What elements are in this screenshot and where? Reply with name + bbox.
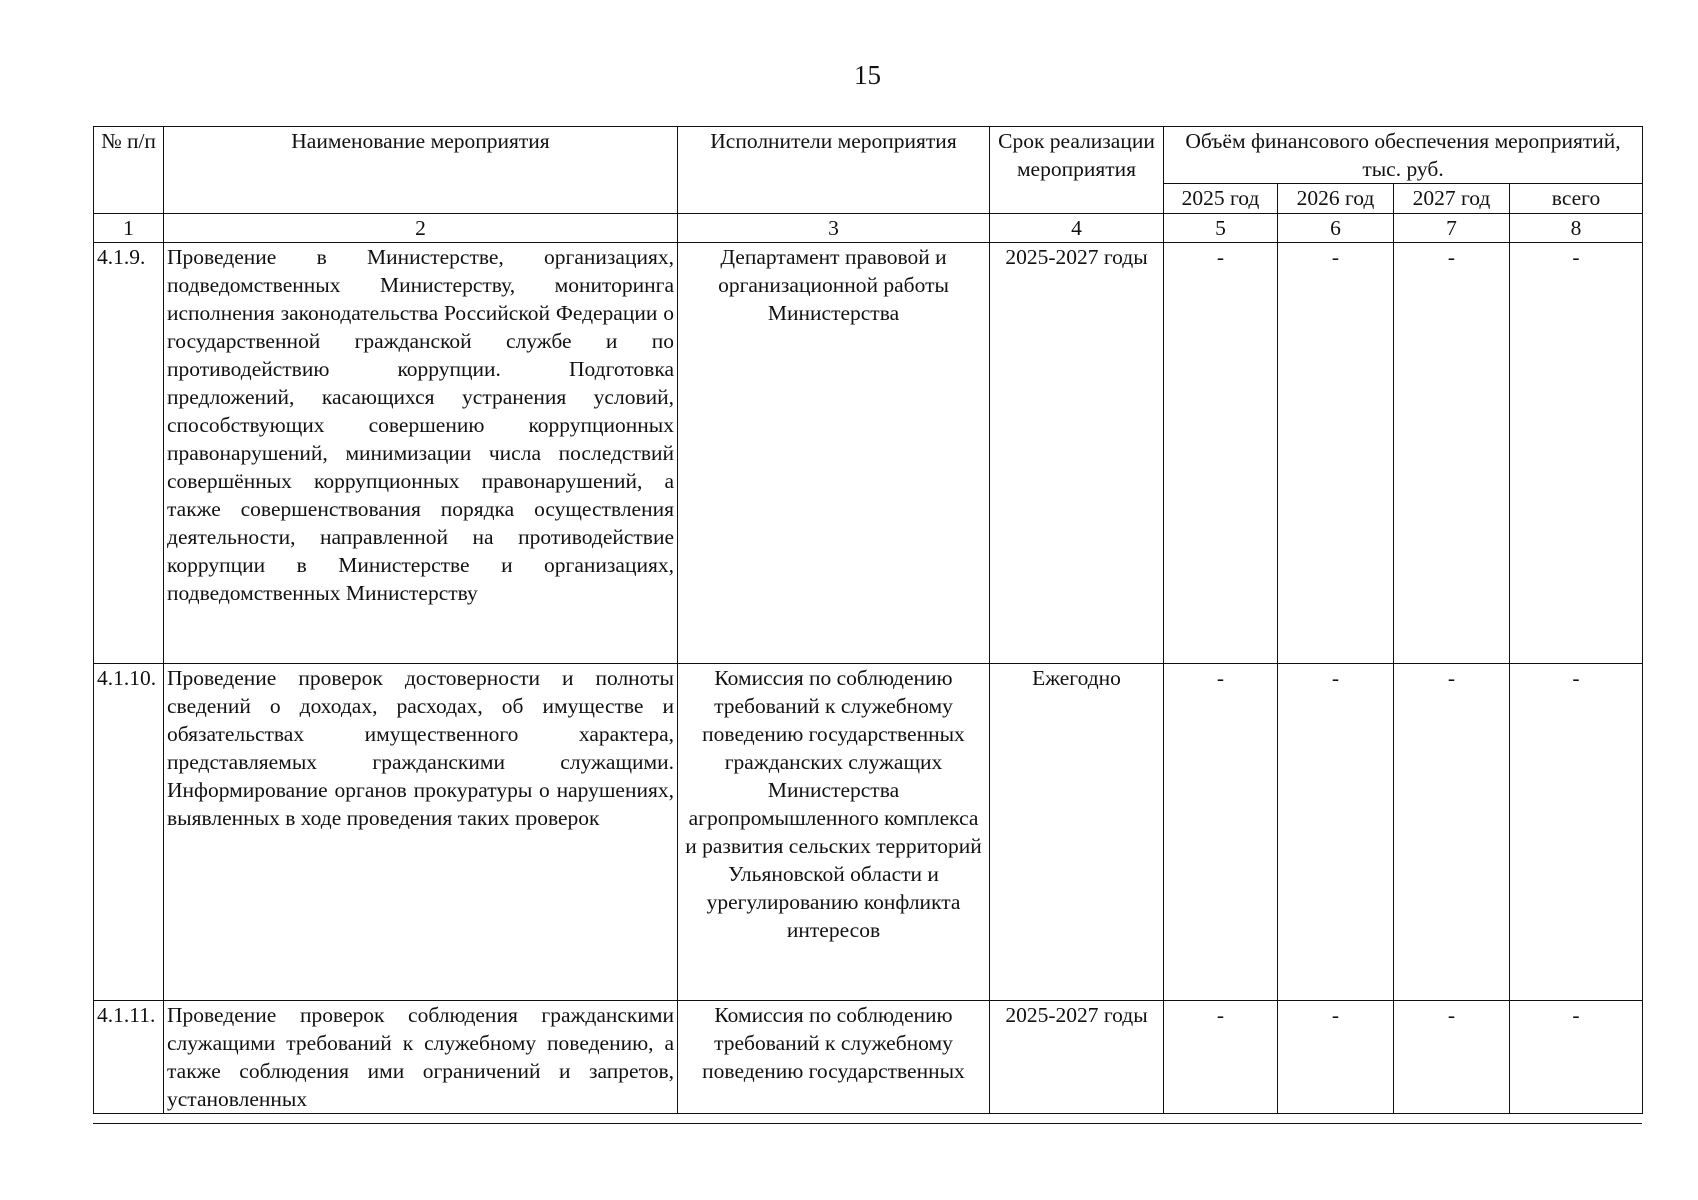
measures-table [93,126,1643,1114]
header-executors: Исполнители мероприятия [678,127,990,214]
row-name: Проведение проверок соблюдения гражданскими служащими требований к служебному поведению, а также соблюдения ими ограничений и запретов, установленных [164,1001,678,1114]
page-number: 15 [854,60,881,90]
column-number: 5 [1164,214,1278,243]
row-executors: Комиссия по соблюдению требований к служебному поведению государственных гражданских служащих Министерства агропромышленного комплекса и развития сельских территорий Ульяновской области и урегулированию конфликта интересов [678,664,990,1001]
row-amount-2027: - [1394,1001,1510,1114]
table-row [94,664,1643,1001]
column-number: 4 [990,214,1164,243]
row-amount-2027: - [1394,664,1510,1001]
row-name: Проведение проверок достоверности и полноты сведений о доходах, расходах, об имуществе и обязательствах имущественного характера, представляемых гражданскими служащими. Информирование органов прокуратуры о нарушениях, выявленных в ходе проведения таких проверок [164,664,678,1001]
header-term: Срок реализации мероприятия [990,127,1164,214]
column-number: 8 [1510,214,1643,243]
header-year-2025: 2025 год [1164,184,1278,214]
row-term: 2025-2027 годы [990,243,1164,664]
row-code: 4.1.11. [94,1001,164,1114]
row-amount-total: - [1510,664,1643,1001]
table-row [94,1001,1643,1114]
row-term: 2025-2027 годы [990,1001,1164,1114]
row-amount-2026: - [1278,243,1394,664]
row-amount-2025: - [1164,664,1278,1001]
row-amount-total: - [1510,1001,1643,1114]
table-row [94,243,1643,664]
row-name: Проведение в Министерстве, организациях, подведомственных Министерству, мониторинга исполнения законодательства Российской Федерации о государственной гражданской службе и по противодействию коррупции. Подготовка предложений, касающихся устранения условий, способствующих совершению коррупционных правонарушений, минимизации числа последствий совершённых коррупционных правонарушений, а также совершенствования порядка осуществления деятельности, направленной на противодействие коррупции в Министерстве и организациях, подведомственных Министерству [164,243,678,664]
header-finance: Объём финансового обеспечения мероприятий, тыс. руб. [1164,127,1643,184]
row-code: 4.1.9. [94,243,164,664]
row-amount-2026: - [1278,1001,1394,1114]
table-viewport [90,126,1650,1127]
column-number: 1 [94,214,164,243]
row-amount-2026: - [1278,664,1394,1001]
header-year-2027: 2027 год [1394,184,1510,214]
row-amount-total: - [1510,243,1643,664]
row-amount-2025: - [1164,1001,1278,1114]
row-code: 4.1.10. [94,664,164,1001]
table-bottom-border [93,1123,1642,1124]
column-number: 6 [1278,214,1394,243]
header-total: всего [1510,184,1643,214]
row-term: Ежегодно [990,664,1164,1001]
header-name: Наименование мероприятия [164,127,678,214]
row-executors: Комиссия по соблюдению требований к служебному поведению государственных [678,1001,990,1114]
column-number: 2 [164,214,678,243]
row-amount-2025: - [1164,243,1278,664]
header-num: № п/п [94,127,164,214]
header-year-2026: 2026 год [1278,184,1394,214]
row-executors: Департамент правовой и организационной работы Министерства [678,243,990,664]
column-number: 7 [1394,214,1510,243]
column-number: 3 [678,214,990,243]
column-number-row [94,214,1643,243]
row-amount-2027: - [1394,243,1510,664]
